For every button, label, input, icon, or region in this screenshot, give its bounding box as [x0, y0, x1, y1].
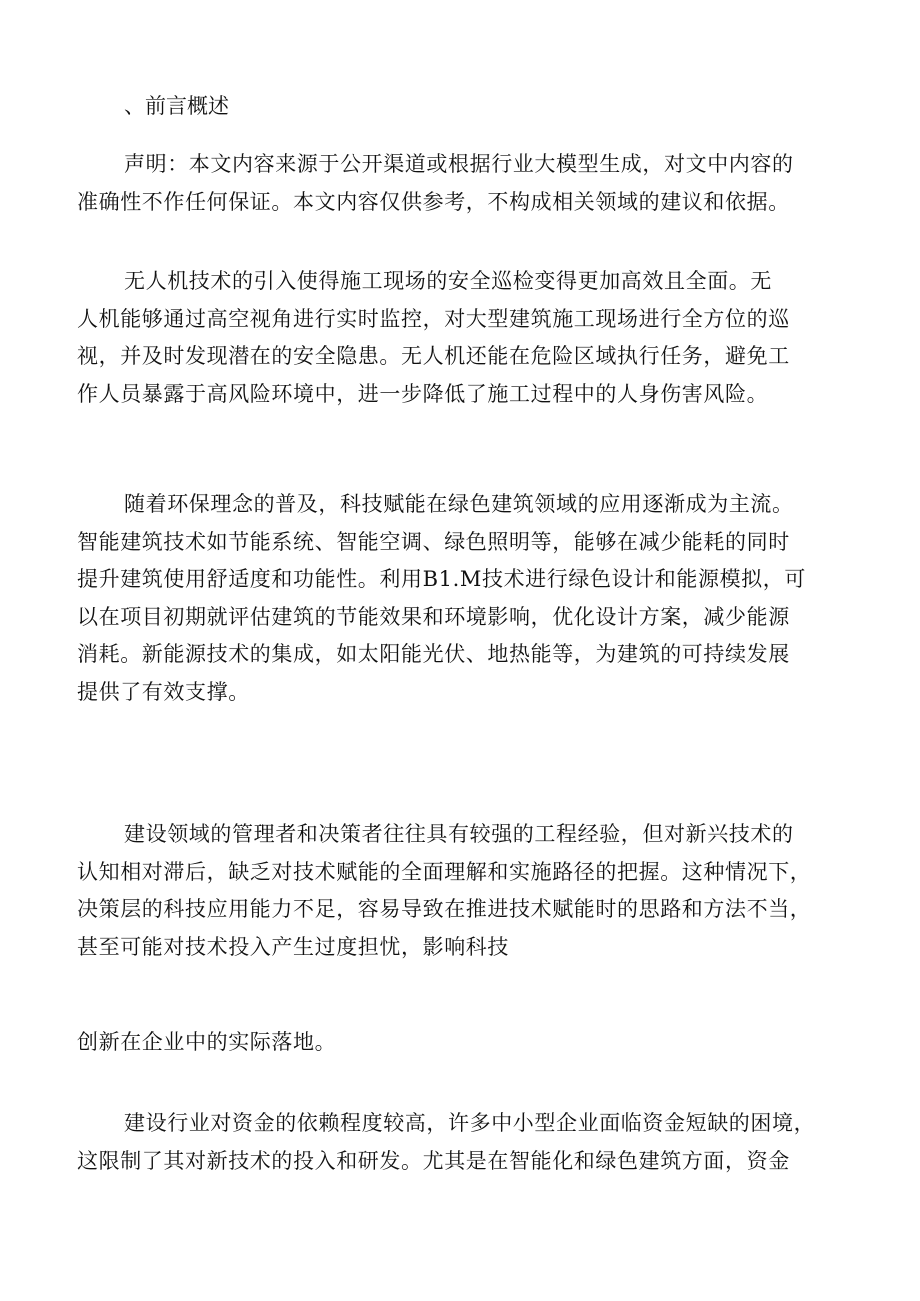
text-line: 智能建筑技术如节能系统、智能空调、绿色照明等，能够在减少能耗的同时 — [77, 529, 790, 554]
text-line: 创新在企业中的实际落地。 — [77, 1030, 337, 1054]
text-line: 这限制了其对新技术的投入和研发。尤其是在智能化和绿色建筑方面，资金 — [77, 1148, 790, 1173]
text-line: 随着环保理念的普及，科技赋能在绿色建筑领域的应用逐渐成为主流。 — [124, 492, 794, 516]
text-line: 消耗。新能源技术的集成，如太阳能光伏、地热能等，为建筑的可持续发展 — [77, 642, 790, 667]
text-line: 甚至可能对技术投入产生过度担忧，影响科技 — [77, 934, 509, 959]
text-line: 无人机技术的引入使得施工现场的安全巡检变得更加高效且全面。无 — [124, 269, 772, 293]
text-line: 认知相对滞后，缺乏对技术赋能的全面理解和实施路径的把握。这种情况下， — [77, 859, 812, 884]
text-line: 建设行业对资金的依赖程度较高，许多中小型企业面临资金短缺的困境， — [124, 1111, 816, 1135]
paragraph-green-building — [77, 486, 851, 712]
paragraph-disclaimer — [77, 146, 851, 221]
text-line: 视，并及时发现潜在的安全隐患。无人机还能在危险区域执行任务，避免工 — [77, 344, 790, 369]
text-line: 以在项目初期就评估建筑的节能效果和环境影响，优化设计方案，减少能源 — [77, 604, 790, 629]
paragraph-continuation — [77, 1024, 851, 1062]
text-line: 提供了有效支撑。 — [77, 679, 250, 704]
text-line: 作人员暴露于高风险环境中，进一步降低了施工过程中的人身伤害风险。 — [77, 381, 769, 406]
text-line: 建设领域的管理者和决策者往往具有较强的工程经验，但对新兴技术的 — [124, 822, 794, 846]
text-line: 准确性不作任何保证。本文内容仅供参考，不构成相关领域的建议和依据。 — [77, 189, 790, 214]
text-line: 声明：本文内容来源于公开渠道或根据行业大模型生成，对文中内容的 — [124, 152, 794, 176]
paragraph-drone-inspection — [77, 263, 851, 413]
paragraph-management — [77, 816, 851, 966]
section-heading: 、前言概述 — [124, 94, 229, 118]
text-line: 提升建筑使用舒适度和功能性。利用B1.M技术进行绿色设计和能源模拟，可 — [77, 567, 806, 592]
text-line: 决策层的科技应用能力不足，容易导致在推进技术赋能时的思路和方法不当， — [77, 897, 812, 922]
text-line: 人机能够通过高空视角进行实时监控，对大型建筑施工现场进行全方位的巡 — [77, 306, 790, 331]
paragraph-funding — [77, 1105, 851, 1180]
